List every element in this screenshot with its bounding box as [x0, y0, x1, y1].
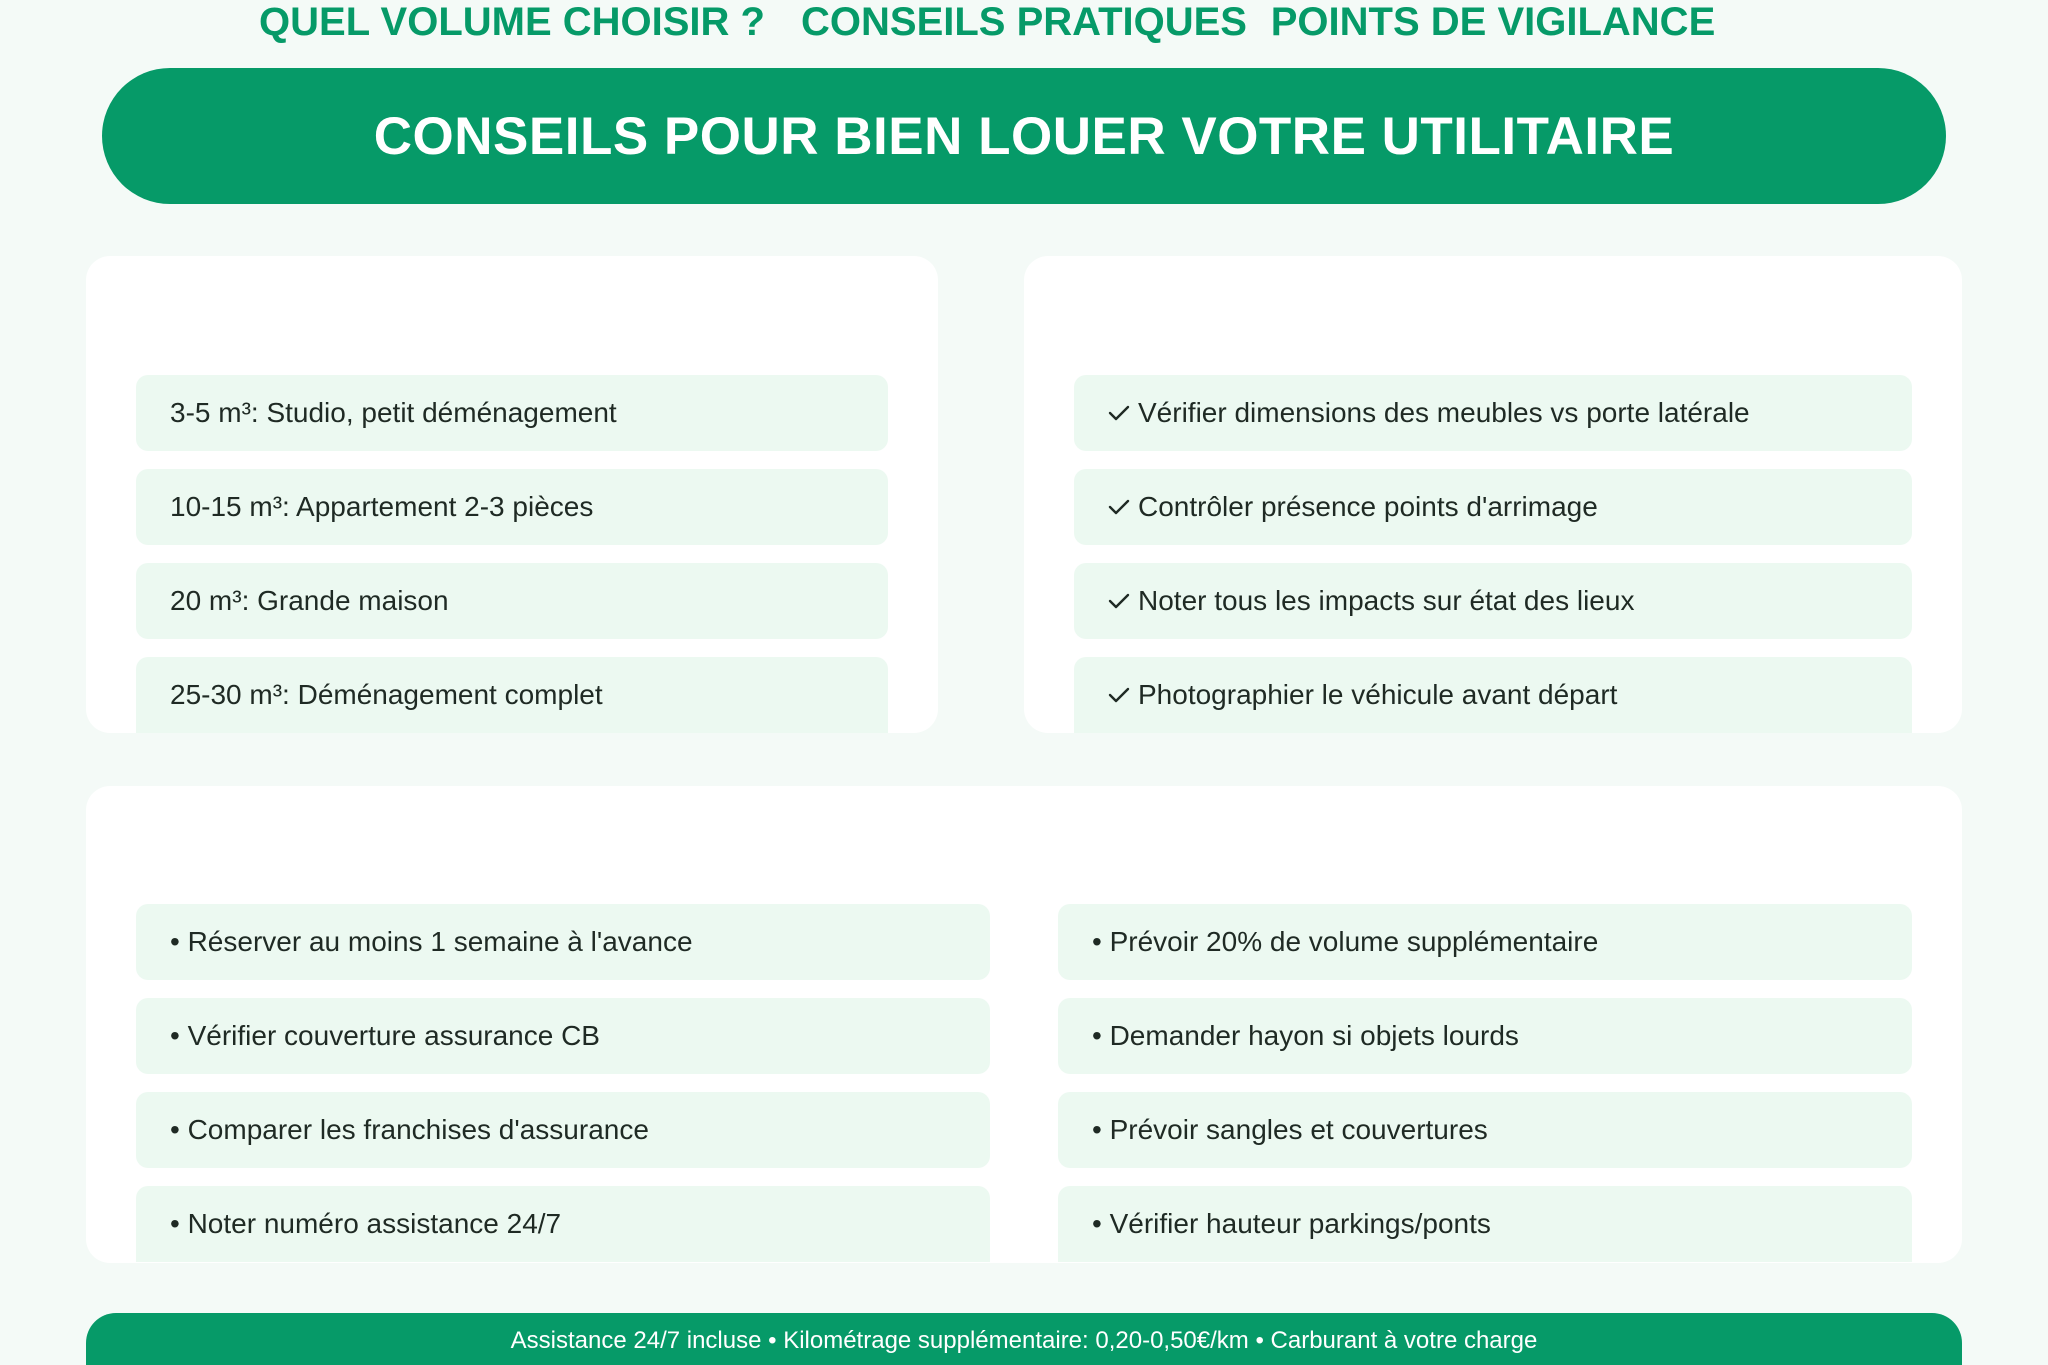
- vigilance-heading: POINTS DE VIGILANCE: [1270, 0, 1716, 44]
- pratiques-item-label: • Vérifier couverture assurance CB: [170, 1020, 600, 1051]
- vigilance-item: [1074, 657, 1912, 733]
- pratiques-item: [136, 1186, 990, 1262]
- pratiques-item: [1058, 1092, 1912, 1168]
- pratiques-heading: CONSEILS PRATIQUES: [801, 0, 1247, 44]
- pratiques-item: [136, 904, 990, 980]
- vigilance-item: [1074, 375, 1912, 451]
- vigilance-item: [1074, 563, 1912, 639]
- volume-item-label: 25-30 m³: Déménagement complet: [170, 679, 603, 710]
- volume-item-label: 10-15 m³: Appartement 2-3 pièces: [170, 491, 594, 522]
- pratiques-item: [1058, 1186, 1912, 1262]
- vigilance-item-label: Photographier le véhicule avant départ: [1138, 679, 1618, 710]
- pratiques-item-label: • Réserver au moins 1 semaine à l'avance: [170, 926, 693, 957]
- vigilance-item-label: Contrôler présence points d'arrimage: [1138, 491, 1598, 522]
- volume-heading: QUEL VOLUME CHOISIR ?: [259, 0, 765, 44]
- pratiques-item-label: • Comparer les franchises d'assurance: [170, 1114, 649, 1145]
- pratiques-item-label: • Prévoir 20% de volume supplémentaire: [1092, 926, 1599, 957]
- footer-banner: [86, 1313, 1962, 1365]
- check-icon: [1108, 498, 1138, 516]
- footer-text: Assistance 24/7 incluse • Kilométrage supplémentaire: 0,20-0,50€/km • Carburant à votre charge: [510, 1327, 1538, 1354]
- pratiques-item-label: • Vérifier hauteur parkings/ponts: [1092, 1208, 1491, 1239]
- title-banner: [102, 68, 1946, 204]
- vigilance-item-label: Noter tous les impacts sur état des lieux: [1138, 585, 1635, 616]
- volume-item-label: 20 m³: Grande maison: [170, 585, 449, 616]
- pratiques-item-label: • Noter numéro assistance 24/7: [170, 1208, 562, 1239]
- pratiques-item-label: • Demander hayon si objets lourds: [1092, 1020, 1519, 1051]
- volume-item: [136, 469, 888, 545]
- check-icon: [1108, 404, 1138, 422]
- pratiques-item: [1058, 904, 1912, 980]
- volume-item-label: 3-5 m³: Studio, petit déménagement: [170, 397, 617, 428]
- pratiques-item-label: • Prévoir sangles et couvertures: [1092, 1114, 1488, 1145]
- page-title: CONSEILS POUR BIEN LOUER VOTRE UTILITAIRE: [373, 106, 1675, 166]
- pratiques-item: [136, 998, 990, 1074]
- volume-item: [136, 375, 888, 451]
- check-icon: [1108, 686, 1138, 704]
- pratiques-item: [1058, 998, 1912, 1074]
- volume-item: [136, 657, 888, 733]
- vigilance-item-label: Vérifier dimensions des meubles vs porte latérale: [1138, 397, 1750, 428]
- vigilance-item: [1074, 469, 1912, 545]
- pratiques-item: [136, 1092, 990, 1168]
- volume-item: [136, 563, 888, 639]
- check-icon: [1108, 592, 1138, 610]
